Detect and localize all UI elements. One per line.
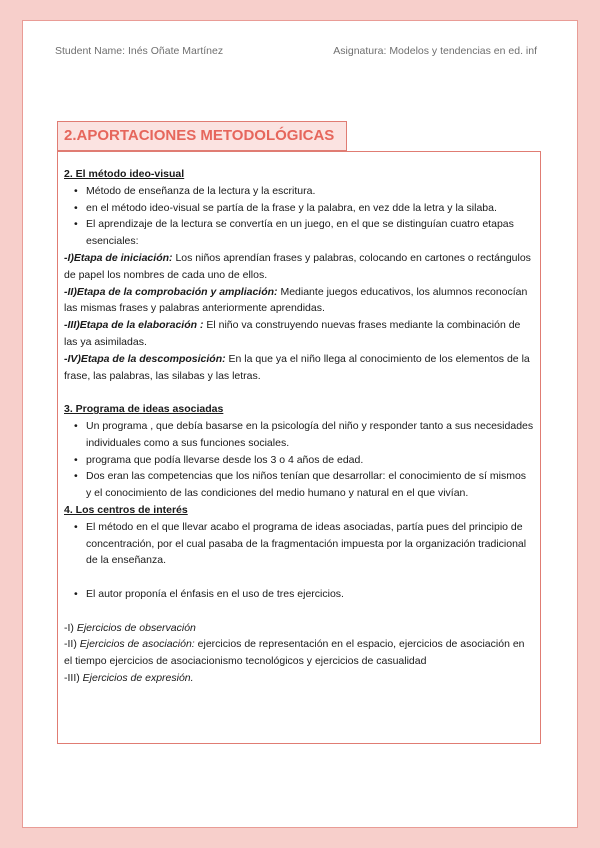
- stage-paragraph: [64, 351, 534, 385]
- stage-text: El niño va construyendo nuevas frases mediante la combinación de las ya asimiladas.: [64, 319, 521, 348]
- ideas-asociadas-list: [64, 418, 534, 502]
- heading-ideas-asociadas: 3. Programa de ideas asociadas: [64, 403, 224, 416]
- stage-label: -II)Etapa de la comprobación y ampliación:: [64, 285, 278, 298]
- page-header: [55, 45, 537, 57]
- stage-label: -IV)Etapa de la descomposición:: [64, 352, 226, 365]
- list-item: • El aprendizaje de la lectura se convertía en un juego, en el que se distinguían cuatro etapas esenciales:: [64, 216, 534, 250]
- heading-centros-interes: 4. Los centros de interés: [64, 503, 188, 516]
- list-item: • El autor proponía el énfasis en el uso de tres ejercicios.: [64, 586, 534, 603]
- section-title: 2.APORTACIONES METODOLÓGICAS: [57, 121, 347, 151]
- exercise-line: -III) Ejercicios de expresión.: [64, 671, 194, 684]
- stage-label: -III)Etapa de la elaboración :: [64, 319, 204, 332]
- stage-text: Mediante juegos educativos, los alumnos reconocían las mismas frases y palabras anteriormente aprendidas.: [64, 285, 528, 315]
- document-page: [22, 20, 578, 828]
- heading-ideo-visual: 2. El método ideo-visual: [64, 168, 185, 180]
- exercise-line: -I) Ejercicios de observación: [64, 621, 196, 634]
- centros-interes-list: [64, 519, 534, 569]
- ejercicios-intro-list: [64, 586, 534, 603]
- list-item: • en el método ideo-visual se partía de la frase y la palabra, en vez dde la letra y la silaba.: [64, 200, 534, 217]
- stage-text: Los niños aprendían frases y palabras, colocando en cartones o rectángulos de papel los nombres de cada uno de ellos.: [64, 251, 531, 281]
- list-item: • programa que podía llevarse desde los 3 o 4 años de edad.: [64, 452, 534, 469]
- list-item: • Método de enseñanza de la lectura y la escritura.: [64, 183, 534, 200]
- exercise-label: Ejercicios de asociación:: [79, 638, 195, 651]
- list-item: • Dos eran las competencias que los niños tenían que desarrollar: el conocimiento de sí mismos y el conocimiento de las condiciones del medio humano y natural en el que vivían.: [64, 468, 534, 502]
- stage-text: En la que ya el niño llega al conocimiento de los elementos de la frase, las palabras, las silabas y las letras.: [64, 352, 530, 382]
- stage-paragraph: [64, 250, 534, 284]
- exercise-label: Ejercicios de observación: [76, 621, 196, 634]
- subject-name: Asignatura: Modelos y tendencias en ed. inf: [333, 45, 537, 57]
- stage-paragraph: [64, 317, 534, 351]
- list-item: • El método en el que llevar acabo el programa de ideas asociadas, partía pues del principio de concentración, por el cual pasaba de la fragmentación impuesta por la organización tradicional de la enseñanza.: [64, 519, 534, 569]
- exercise-line: -II) Ejercicios de asociación: ejercicios de representación en el espacio, ejercicios de asociación en el tiempo ejercicios de asociacionismo tecnológicos y ejercicios de casualidad: [64, 638, 525, 668]
- exercise-label: Ejercicios de expresión.: [82, 671, 194, 684]
- exercise-text: ejercicios de representación en el espacio, ejercicios de asociación en el tiempo ejercicios de asociacionismo tecnológicos y ejercicios de casualidad: [64, 638, 525, 668]
- stage-paragraph: [64, 284, 534, 318]
- list-item: • Un programa , que debía basarse en la psicología del niño y responder tanto a sus necesidades individuales como a sus funciones sociales.: [64, 418, 534, 452]
- student-name: Student Name: Inés Oñate Martínez: [55, 45, 224, 57]
- ideo-visual-list: [64, 183, 534, 250]
- stage-label: -I)Etapa de iniciación:: [64, 251, 173, 264]
- content-box: [57, 151, 541, 744]
